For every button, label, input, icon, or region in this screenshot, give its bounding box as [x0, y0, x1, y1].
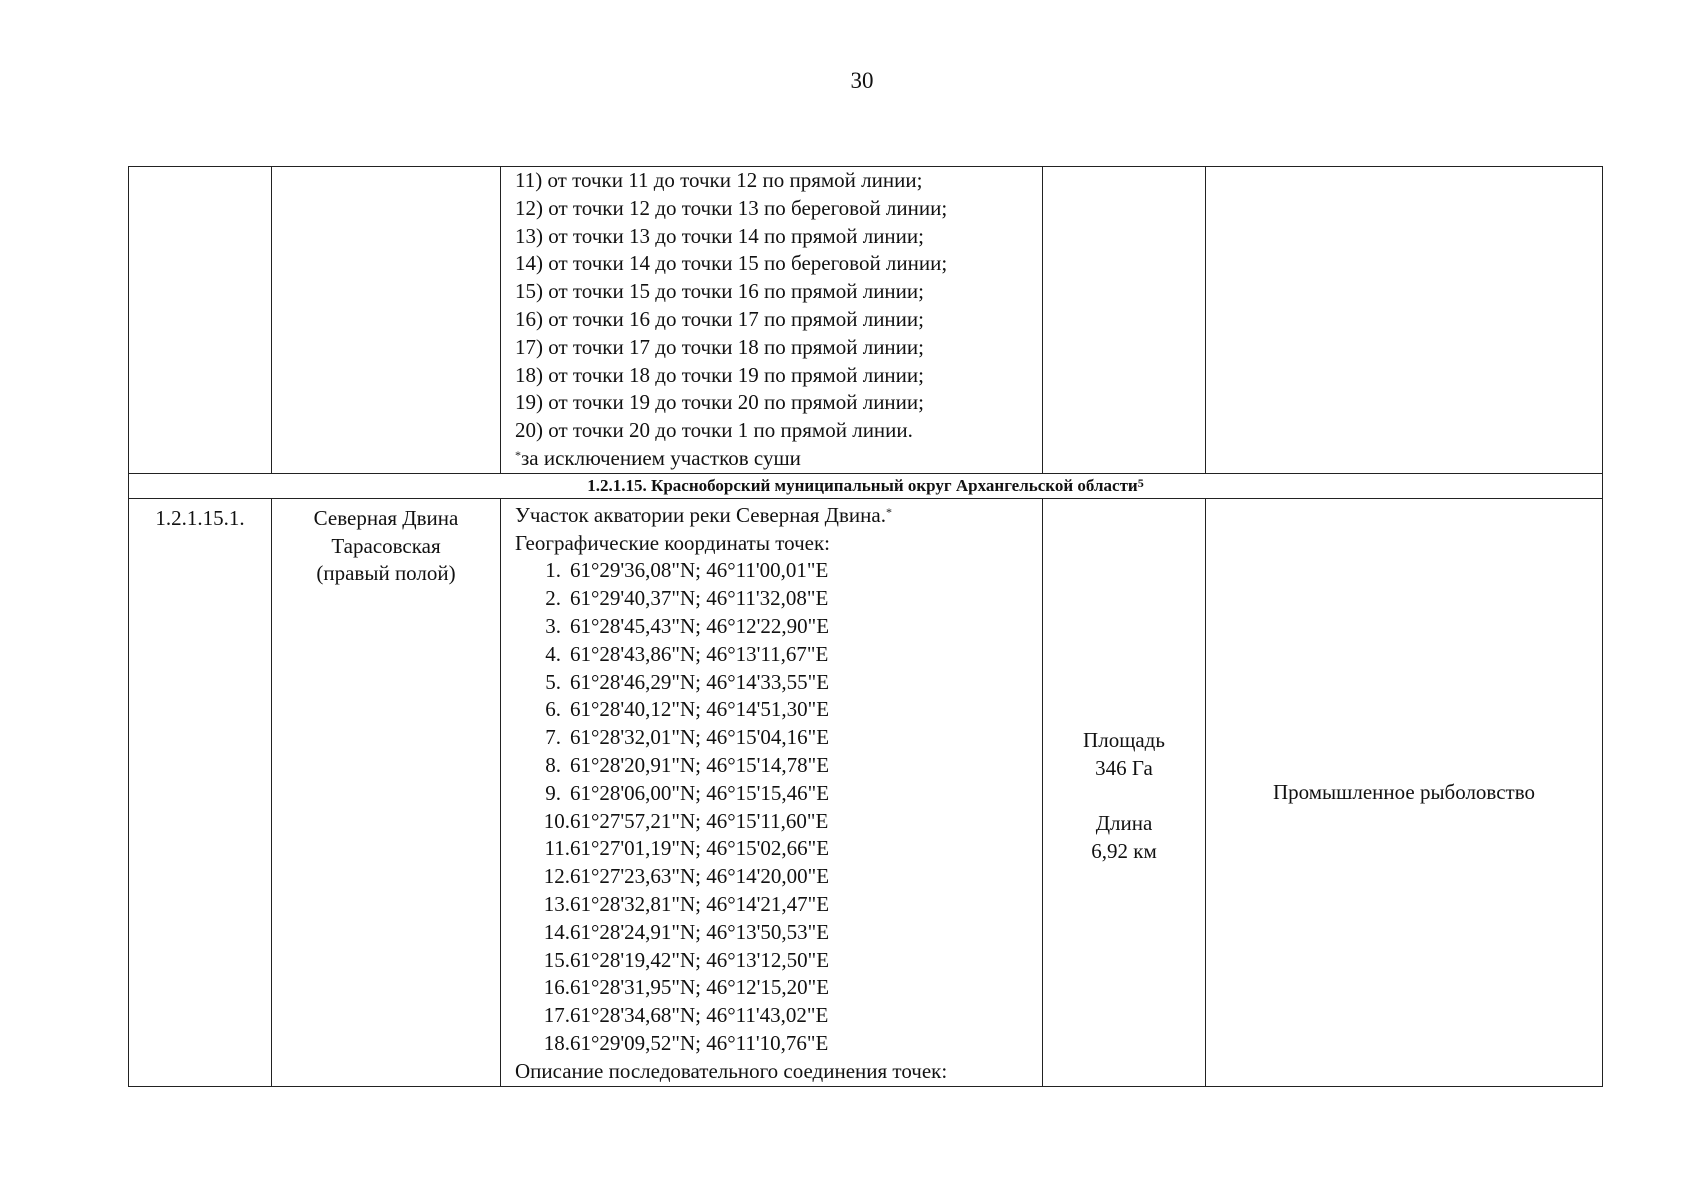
coords-heading: Географические координаты точек: [515, 530, 830, 555]
coordinate-number: 4. [545, 641, 561, 666]
coordinate-value: 61°27'01,19"N; 46°15'02,66"E [570, 836, 830, 861]
coordinate-item [533, 613, 1042, 641]
coordinate-item [533, 974, 1042, 1002]
coordinate-number: 13. [543, 891, 570, 916]
coordinate-number: 16. [543, 975, 570, 1000]
empty-params-cell [1043, 167, 1206, 474]
coordinate-item [533, 696, 1042, 724]
entry-name-line: Северная Двина [313, 505, 459, 530]
entry-params-cell [1043, 498, 1206, 1086]
connection-line: 11) от точки 11 до точки 12 по прямой линии; [515, 168, 923, 192]
coordinate-value: 61°27'57,21"N; 46°15'11,60"E [570, 808, 829, 833]
section-header-row [129, 473, 1603, 498]
coordinate-value: 61°28'32,01"N; 46°15'04,16"E [570, 725, 830, 750]
continuation-row [129, 167, 1603, 474]
coordinates-list [515, 557, 1042, 1057]
coordinate-number: 1. [545, 558, 561, 583]
coordinate-value: 61°28'34,68"N; 46°11'43,02"E [570, 1003, 829, 1028]
coordinate-number: 8. [545, 752, 561, 777]
coordinate-number: 6. [545, 697, 561, 722]
coordinate-item [533, 669, 1042, 697]
connection-line: 20) от точки 20 до точки 1 по прямой линии. [515, 418, 913, 443]
coordinate-value: 61°28'06,00"N; 46°15'15,46"E [570, 780, 830, 805]
coordinate-value: 61°28'31,95"N; 46°12'15,20"E [570, 975, 830, 1000]
connection-line: 16) от точки 16 до точки 17 по прямой линии; [515, 306, 924, 331]
coordinate-number: 18. [543, 1030, 570, 1055]
coordinate-number: 11. [544, 836, 570, 861]
length-label: Длина [1095, 811, 1153, 836]
coordinate-number: 12. [543, 864, 570, 889]
params-spacer [1043, 782, 1205, 810]
exclusion-note [515, 445, 1042, 473]
continuation-description-cell [501, 167, 1043, 474]
section-title [129, 473, 1603, 498]
coordinate-item [533, 780, 1042, 808]
coordinate-item [533, 1002, 1042, 1030]
coordinate-value: 61°28'24,91"N; 46°13'50,53"E [570, 919, 830, 944]
connection-line: 14) от точки 14 до точки 15 по береговой линии; [515, 251, 948, 276]
coordinate-number: 14. [543, 919, 570, 944]
coordinate-number: 10. [543, 808, 570, 833]
area-label: Площадь [1083, 727, 1165, 752]
coordinate-value: 61°28'46,29"N; 46°14'33,55"E [570, 669, 830, 694]
coordinate-number: 9. [545, 780, 561, 805]
fishing-areas-table [128, 166, 1603, 1087]
coordinate-value: 61°28'19,42"N; 46°13'12,50"E [570, 947, 830, 972]
exclusion-note-text: за исключением участков суши [521, 445, 801, 470]
coordinate-item [533, 863, 1042, 891]
coordinate-value: 61°28'40,12"N; 46°14'51,30"E [570, 697, 830, 722]
coordinate-item [533, 585, 1042, 613]
coordinate-value: 61°28'45,43"N; 46°12'22,90"E [570, 613, 830, 638]
coordinate-value: 61°28'20,91"N; 46°15'14,78"E [570, 752, 830, 777]
coordinate-item [533, 641, 1042, 669]
connection-line: 17) от точки 17 до точки 18 по прямой линии; [515, 334, 924, 359]
coordinate-value: 61°27'23,63"N; 46°14'20,00"E [570, 864, 830, 889]
coordinate-number: 3. [545, 613, 561, 638]
description-mark: * [885, 504, 892, 519]
empty-name-cell [272, 167, 501, 474]
entry-description-cell [501, 498, 1043, 1086]
entry-name-cell [272, 498, 501, 1086]
connection-heading: Описание последовательного соединения точек: [515, 1058, 948, 1083]
coordinate-item [533, 1030, 1042, 1058]
coordinate-number: 7. [545, 725, 561, 750]
area-value: 346 Га [1095, 755, 1153, 780]
connection-line: 19) от точки 19 до точки 20 по прямой линии; [515, 390, 924, 415]
empty-number-cell [129, 167, 272, 474]
section-footnote-mark: 5 [1137, 475, 1144, 490]
coordinate-item [533, 891, 1042, 919]
page-number: 30 [850, 68, 874, 93]
empty-purpose-cell [1206, 167, 1603, 474]
entry-name-line: Тарасовская [331, 533, 441, 558]
coordinate-item [533, 947, 1042, 975]
coordinate-number: 15. [543, 947, 570, 972]
coordinate-value: 61°29'09,52"N; 46°11'10,76"E [570, 1030, 829, 1055]
coordinate-item [533, 724, 1042, 752]
coordinate-value: 61°28'43,86"N; 46°13'11,67"E [570, 641, 829, 666]
description-title [515, 502, 1042, 530]
entry-name-line: (правый полой) [316, 561, 456, 586]
coordinate-item [533, 835, 1042, 863]
connection-line: 12) от точки 12 до точки 13 по береговой линии; [515, 195, 948, 220]
coordinate-number: 5. [545, 669, 561, 694]
coordinate-item [533, 752, 1042, 780]
section-title-text: 1.2.1.15. Красноборский муниципальный округ Архангельской области [587, 475, 1138, 495]
coordinate-item [533, 557, 1042, 585]
exclusion-mark: * [515, 447, 521, 462]
connection-lines-list [515, 167, 1042, 445]
connection-line: 13) от точки 13 до точки 14 по прямой линии; [515, 223, 924, 248]
coordinate-item [533, 919, 1042, 947]
connection-line: 18) от точки 18 до точки 19 по прямой линии; [515, 362, 924, 387]
coordinate-value: 61°29'40,37"N; 46°11'32,08"E [570, 586, 829, 611]
entry-number: 1.2.1.15.1. [129, 498, 272, 1086]
length-value: 6,92 км [1091, 838, 1157, 863]
coordinate-value: 61°29'36,08"N; 46°11'00,01"E [570, 558, 829, 583]
coordinate-number: 2. [545, 586, 561, 611]
coordinate-number: 17. [543, 1003, 570, 1028]
connection-line: 15) от точки 15 до точки 16 по прямой линии; [515, 279, 924, 304]
entry-row [129, 498, 1603, 1086]
description-title-text: Участок акватории реки Северная Двина. [515, 502, 886, 527]
coordinate-item [533, 808, 1042, 836]
entry-purpose: Промышленное рыболовство [1206, 498, 1603, 1086]
coordinate-value: 61°28'32,81"N; 46°14'21,47"E [570, 891, 830, 916]
